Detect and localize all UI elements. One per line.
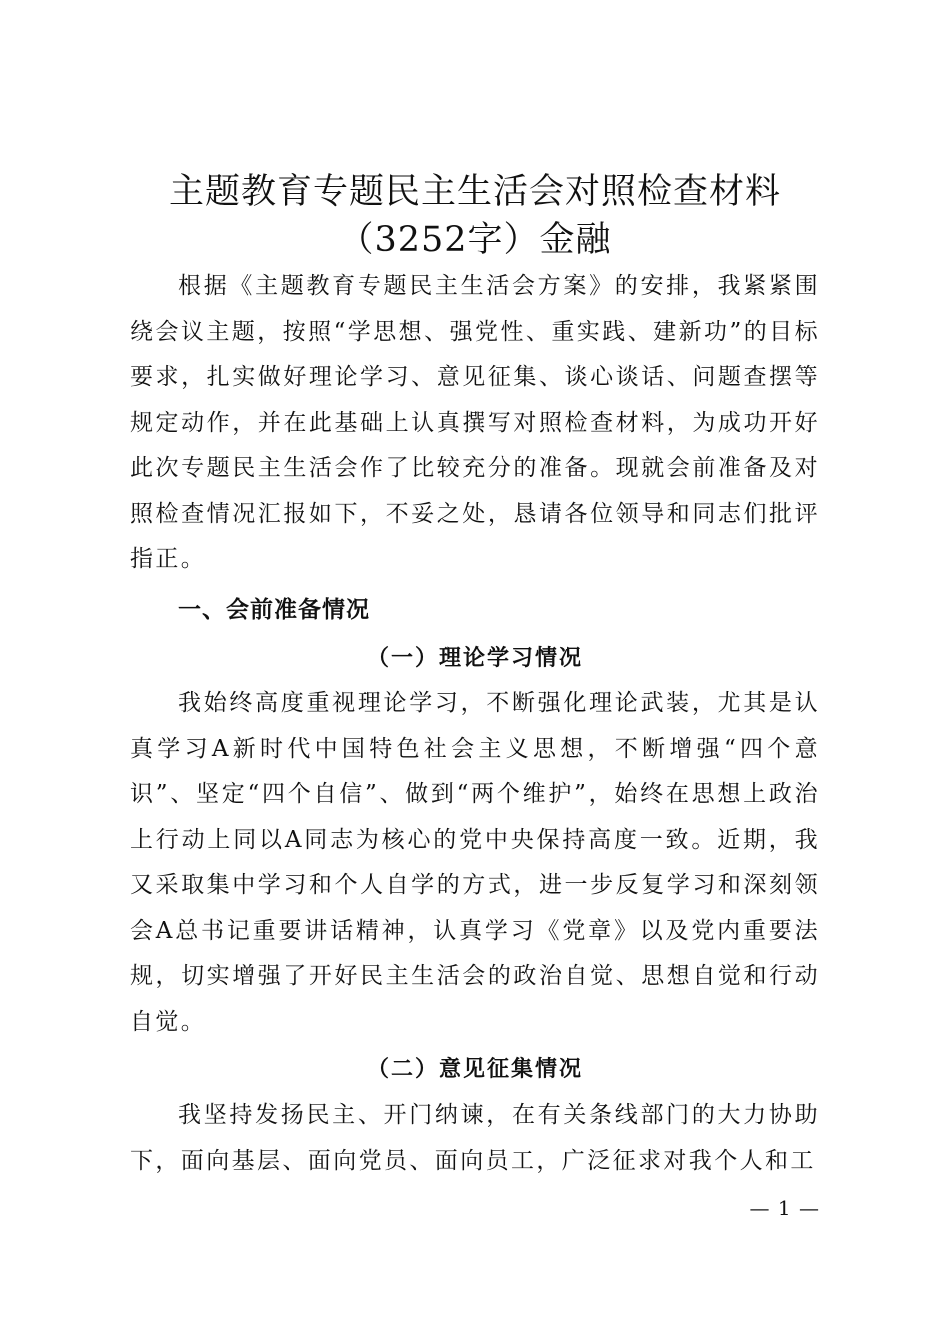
subsection-heading-opinion-collection: （二）意见征集情况 <box>366 1056 583 1082</box>
subsection-heading-theory-study: （一）理论学习情况 <box>366 645 583 671</box>
theory-study-paragraph: 我始终高度重视理论学习，不断强化理论武装，尤其是认真学习A新时代中国特色社会主义思想，不断增强“四个意识”、坚定“四个自信”、做到“两个维护”，始终在思想上政治上行动上同以A同志为核心的党中央保持高度一致。近期，我又采取集中学习和个人自学的方式，进一步反复学习和深刻领会A总书记重要讲话精神，认真学习《党章》以及党内重要法规，切实增强了开好民主生活会的政治自觉、思想自觉和行动自觉。 <box>130 690 820 1035</box>
page-number: — 1 — <box>749 1196 820 1220</box>
intro-paragraph: 根据《主题教育专题民主生活会方案》的安排，我紧紧围绕会议主题，按照“学思想、强党性、重实践、建新功”的目标要求，扎实做好理论学习、意见征集、谈心谈话、问题查摆等规定动作，并在此基础上认真撰写对照检查材料，为成功开好此次专题民主生活会作了比较充分的准备。现就会前准备及对照检查情况汇报如下，不妥之处，恳请各位领导和同志们批评指正。 <box>130 273 820 572</box>
opinion-collection-paragraph: 我坚持发扬民主、开门纳谏，在有关条线部门的大力协助下，面向基层、面向党员、面向员工，广泛征求对我个人和工 <box>130 1102 820 1174</box>
section-heading-preparation: 一、会前准备情况 <box>178 597 370 623</box>
document-title: 主题教育专题民主生活会对照检查材料（3252字）金融 <box>168 172 781 260</box>
